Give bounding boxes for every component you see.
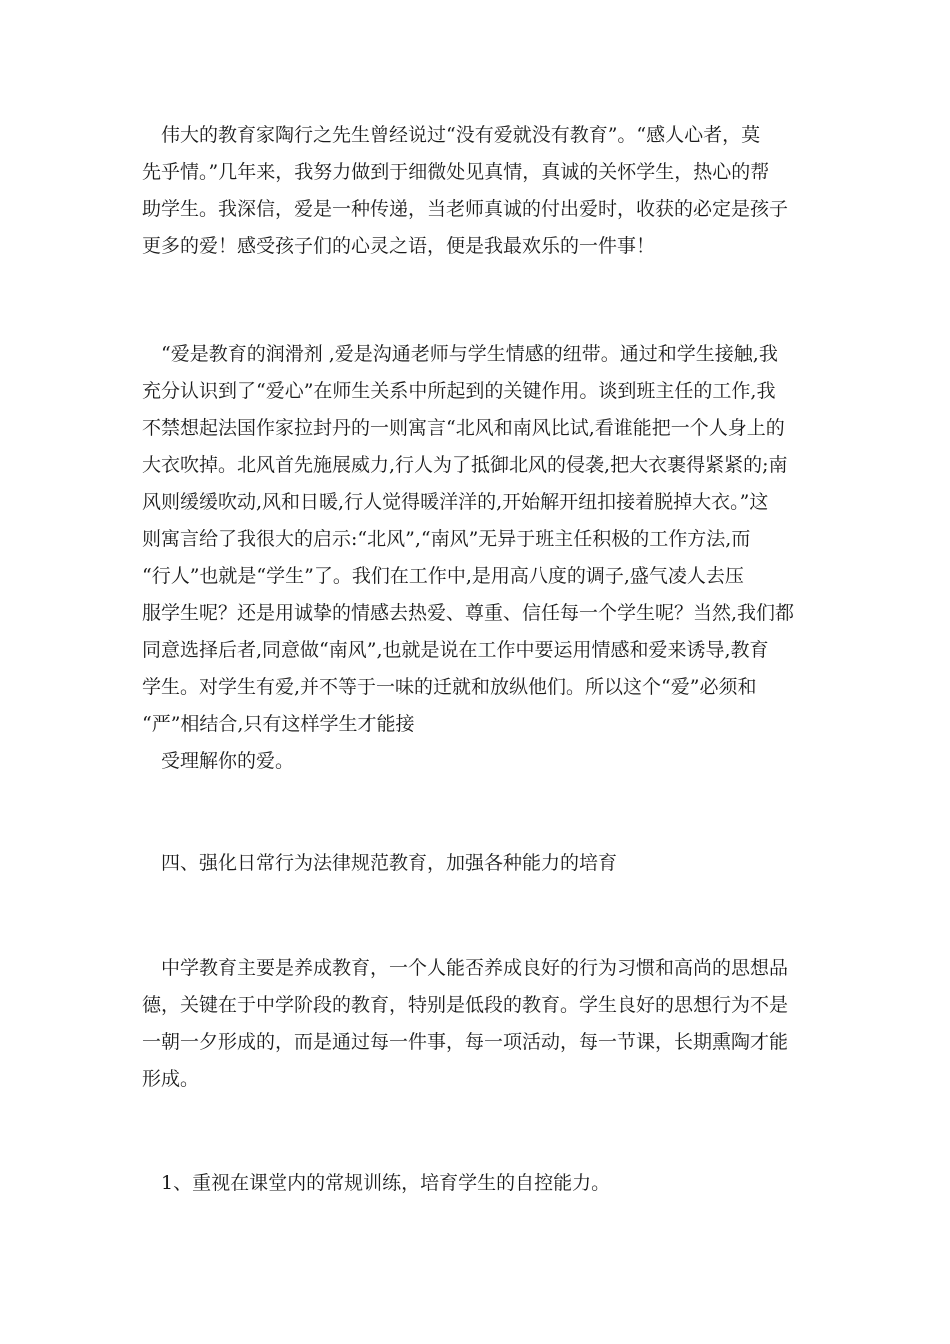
text-line: “严”相结合,只有这样学生才能接 — [142, 713, 415, 735]
text-line: 助学生。我深信，爱是一种传递，当老师真诚的付出爱时，收获的必定是孩子 — [142, 198, 789, 220]
text-line: “爱是教育的润滑剂 ,爱是沟通老师与学生情感的纽带。通过和学生接触,我 — [142, 343, 778, 365]
list-item-text: 1、重视在课堂内的常规训练，培育学生的自控能力。 — [142, 1172, 611, 1194]
text-line: 充分认识到了“爱心”在师生关系中所起到的关键作用。谈到班主任的工作,我 — [142, 380, 776, 402]
text-line: 德，关键在于中学阶段的教育，特别是低段的教育。学生良好的思想行为不是 — [142, 994, 789, 1016]
text-line: 受理解你的爱。 — [142, 750, 295, 772]
text-line: 服学生呢？还是用诚挚的情感去热爱、尊重、信任每一个学生呢？当然,我们都 — [142, 602, 795, 624]
text-line: 中学教育主要是养成教育，一个人能否养成良好的行为习惯和高尚的思想品 — [142, 957, 789, 979]
text-line: 则寓言给了我很大的启示:“北风”,“南风”无异于班主任积极的工作方法,而 — [142, 528, 751, 550]
heading-line: 四、强化日常行为法律规范教育，加强各种能力的培育 — [142, 852, 618, 874]
text-line: 同意选择后者,同意做“南风”,也就是说在工作中要运用情感和爱来诱导,教育 — [142, 639, 769, 661]
text-line: 形成。 — [142, 1068, 200, 1090]
text-line: 大衣吹掉。北风首先施展威力,行人为了抵御北风的侵袭,把大衣裹得紧紧的;南 — [142, 454, 788, 476]
text-line: 先乎情。”几年来，我努力做到于细微处见真情，真诚的关怀学生，热心的帮 — [142, 161, 770, 183]
text-line: 一朝一夕形成的，而是通过每一件事，每一项活动，每一节课，长期熏陶才能 — [142, 1031, 789, 1053]
text-line: 风则缓缓吹动,风和日暖,行人觉得暖洋洋的,开始解开纽扣接着脱掉大衣。”这 — [142, 491, 769, 513]
text-line: 学生。对学生有爱,并不等于一味的迁就和放纵他们。所以这个“爱”必须和 — [142, 676, 757, 698]
text-line: 不禁想起法国作家拉封丹的一则寓言“北风和南风比试,看谁能把一个人身上的 — [142, 417, 785, 439]
text-line: “行人”也就是“学生”了。我们在工作中,是用高八度的调子,盛气凌人去压 — [142, 565, 744, 587]
text-line: 更多的爱！感受孩子们的心灵之语，便是我最欢乐的一件事！ — [142, 235, 656, 257]
text-line: 伟大的教育家陶行之先生曾经说过“没有爱就没有教育”。“感人心者，莫 — [142, 124, 761, 146]
